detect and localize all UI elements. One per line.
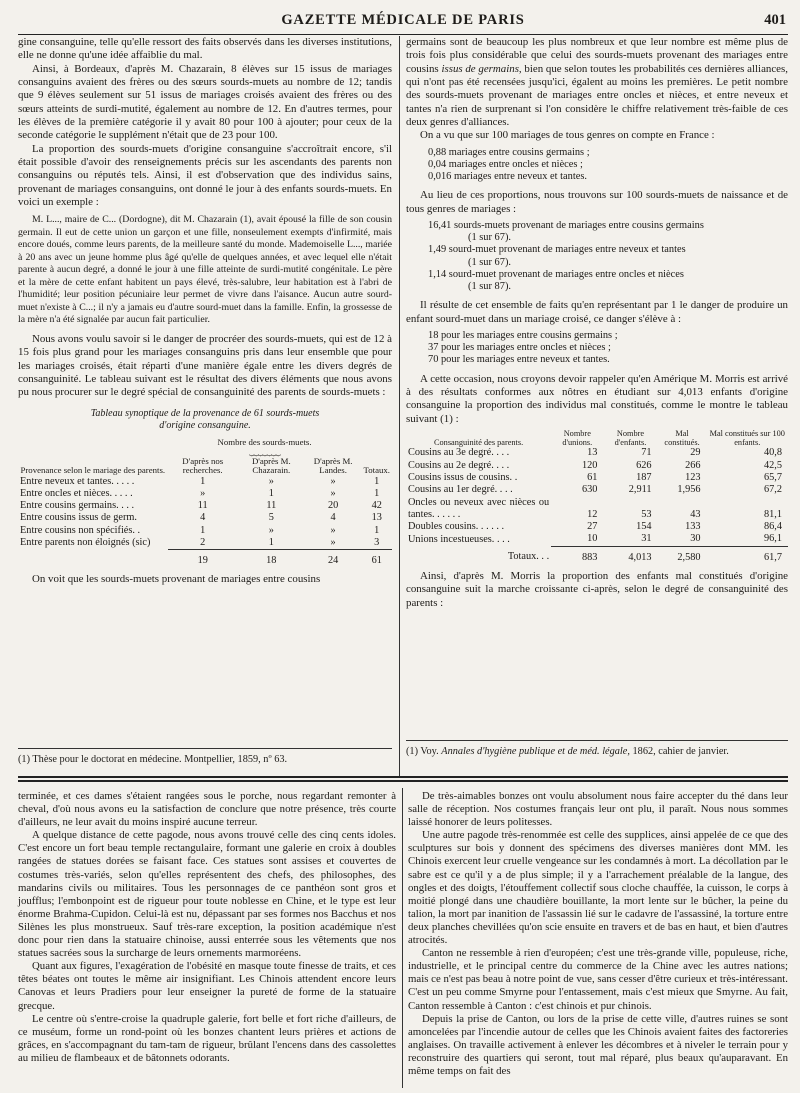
list-item: (1 sur 67).	[468, 256, 511, 268]
paragraph: Ainsi, d'après M. Morris la proportion des enfants mal constitués d'origine consanguine suit la marche croissante ci-après, selon le degré de consanguinité des parents :	[406, 570, 788, 609]
danger-list	[428, 330, 788, 367]
case-quote: M. L..., maire de C... (Dordogne), dit M. Chazarain (1), avait épousé la fille de son cousin germain. Il eut de cette union un garçon et une fille, nonseulement exempts d'infirmité, mais encore doués, comme leurs parents, de la meilleure santé du monde. Mademoiselle L..., mariée à 20 ans avec un jeune homme plus âgé qu'elle de quelques années, et avec lequel elle n'était parente à aucun degré, a donné le jour à une fille atteinte de surdi-mutité congénitale. Le père et la mère de cette enfant habitent un pays élevé, très-salubre, leur habitation est à l'abri de l'humidité; leur position pécuniaire leur permet de vivre dans l'aisance. Aucun autre sourd-muet n'existe à C...; il n'y a jamais eu d'autre sourd-muet dans la famille. Enfin, la grossesse de la mère n'a été signalée par aucun fait particulier.	[18, 214, 392, 326]
morris-table	[406, 429, 788, 564]
journal-title: GAZETTE MÉDICALE DE PARIS	[281, 12, 525, 28]
table-row: Entre cousins issus de germ. 4 5 4 13	[20, 512, 382, 524]
feuilleton-rule	[18, 780, 788, 782]
column-divider	[402, 788, 403, 1088]
paragraph: On a vu que sur 100 mariages de tous genres on compte en France :	[420, 129, 715, 142]
list-item: 18 pour les mariages entre cousins germains ;	[428, 329, 618, 341]
paragraph: Une autre pagode très-renommée est celle des supplices, ainsi appelée de ce que des sculptures sur bois y donnent des spécimens des diverses manières dont MM. les Chinois exercent leur cruelle vengeance sur les condamnés à mort. La décollation par le sabre est ce qu'il y a de plus simple; il y a l'arrachement préalable de la langue, des ongles et des doigts, l'étouffement collectif sous cloche chauffée, la cuisson, le corps à moitié plongé dans une chaudière bouillante, la mort lente sur le bûcher, la peine du talion, la mort par inanition de l'assassin lié sur le cadavre de l'assassiné, la torture entre deux planches chevillées qu'on scie ensuite en travers et de bas en haut, et bien d'autres atrocités.	[408, 829, 788, 947]
list-item: 37 pour les mariages entre oncles et nièces ;	[428, 342, 611, 354]
table-header: D'après M. Chazarain.	[251, 455, 291, 476]
list-item: 1,14 sourd-muet provenant de mariages entre oncles et nièces	[428, 268, 684, 280]
paragraph: La proportion des sourds-muets d'origine consanguine s'accroîtrait encore, s'il était possible d'avoir des renseignements précis sur les ascendants des parents non consanguins ou réputés tels. Ainsi, il est d'observation que des individus sains, provenant de mariages consanguins, ont donné le jour à des enfants sourds-muets. En voici un exemple :	[18, 142, 392, 209]
table-row: Cousins au 1er degré. . . . 630 2,911 1,956 67,2	[408, 484, 782, 496]
table-row: Entre neveux et tantes. . . . . 1 » » 1	[20, 475, 380, 487]
table-totals-row: 19 18 24 61	[18, 549, 392, 567]
paragraph: Au lieu de ces proportions, nous trouvons sur 100 sourds-muets de naissance et de tous genres de mariages :	[406, 189, 788, 215]
table-totals-row: Totaux. . . 883 4,013 2,580 61,7	[406, 546, 788, 564]
paragraph: terminée, et ces dames s'étaient rangées sous le porche, nous regardant remonter à cheval, d'où nous avons eu la satisfaction de conclure que notre présence, très courte d'ailleurs, ne leur avait du moins inspiré aucune terreur.	[18, 790, 396, 829]
paragraph: Depuis la prise de Canton, ou lors de la prise de cette ville, d'autres ruines se sont amoncelées par l'incendie autour de celles que les Chinois avaient faites des factoreries anglaises. On travaille activement à enlever les décombres et à niveler le terrain pour y reconstruire des quartiers qui seront, tout mal réparé, plus beaux qu'auparavant. En même temps on fait des	[408, 1012, 788, 1077]
page-header	[18, 10, 788, 35]
table-row: Doubles cousins. . . . . . 27 154 133 86,4	[408, 521, 782, 533]
table-row: Entre cousins non spécifiés. . 1 » » 1	[20, 524, 380, 536]
table-row: Unions incestueuses. . . . 10 31 30 96,1	[408, 533, 782, 545]
paragraph: A cette occasion, nous croyons devoir rappeler qu'en Amérique M. Morris est arrivé à des résultats conformes aux nôtres en étudiant sur 4,013 enfants d'origine consanguine la proportion des individus mal constitués, comme le montre le tableau suivant (1) :	[406, 372, 788, 425]
paragraph: Quant aux figures, l'exagération de l'obésité en masque toute finesse de traits, et ces têtes béates ont toutes le même air insignifiant. Les Chinois attendent encore leurs Canovas et leurs Pradiers pour leur enseigner la pureté de forme de la statuaire grecque.	[18, 960, 396, 1012]
list-item: 0,016 mariages entre neveux et tantes.	[428, 171, 587, 183]
newspaper-page	[18, 10, 788, 1088]
table-row: Entre oncles et nièces. . . . . » 1 » 1	[20, 487, 380, 499]
list-item: 1,49 sourd-muet provenant de mariages entre neveux et tantes	[428, 244, 686, 256]
provenance-table	[18, 438, 392, 567]
list-item: 70 pour les mariages entre neveux et tantes.	[428, 354, 610, 366]
table-header: Nombre d'enfants.	[614, 428, 647, 448]
paragraph: On voit que les sourds-muets provenant de mariages entre cousins	[32, 573, 321, 586]
table-row: Entre parents non éloignés (sic) 2 1 » 3	[20, 536, 380, 548]
feuilleton-rule	[18, 776, 788, 778]
list-item: 0,88 mariages entre cousins germains ;	[428, 146, 590, 158]
paragraph: Canton ne ressemble à rien d'européen; c'est une très-grande ville, populeuse, riche, industrielle, et le principal centre du commerce de la Chine avec les autres nations; mais ce n'est pas beau à notre point de vue, sans cesser d'être curieux et très-intéressant. C'est un peu comme Smyrne pour l'entassement, mais c'est mieux que Smyrne. Au fait, Canton ressemble à Canton : c'est chinois et pur chinois.	[408, 947, 788, 1012]
paragraph: Le centre où s'entre-croise la quadruple galerie, fort belle et fort riche d'ailleurs, de ce muséum, forme un rond-point où les bonzes chantent leurs prières et actions de grâces, en s'accompagnant du tam-tam de rigueur, brûlant l'encens dans des cassolettes au milieu de flambeaux et de bâtonnets odorants.	[18, 1012, 396, 1064]
list-item: (1 sur 67).	[468, 232, 511, 244]
table-header: Totaux.	[363, 465, 390, 476]
left-column	[18, 36, 392, 586]
column-divider	[399, 36, 400, 776]
table-row: Cousins au 2e degré. . . . 120 626 266 42,5	[408, 459, 782, 471]
paragraph: germains sont de beaucoup les plus nombreux et que leur nombre est même plus de trois fois plus considérable que celui des sourds-muets provenant des mariages entre cousins issus de germains, bien que selon toutes les probabilités ces dernières alliances, qui n'ont pas été recensées jusqu'ici, égalent au moins les premières. Le petit nombre des sourds-muets provenant de mariages entre oncles et nièces, et entre neveux et tantes n'a rien de surprenant si l'on considère le chiffre relativement très-faible de ces deux genres d'alliances.	[406, 36, 788, 129]
list-item: (1 sur 87).	[468, 281, 511, 293]
table-header: D'après nos recherches.	[182, 455, 224, 476]
footnote-rule	[18, 748, 392, 749]
list-item: 16,41 sourds-muets provenant de mariages entre cousins germains	[428, 220, 704, 232]
table-caption: Tableau synoptique de la provenance de 61 sourds-muets d'origine consanguine.	[90, 407, 320, 431]
table-header: Nombre d'unions.	[562, 428, 593, 448]
paragraph: Nous avons voulu savoir si le danger de procréer des sourds-muets, qui est de 12 à 15 fois plus grand pour les mariages consanguins pris dans leur ensemble que pour les mariages croisés, était réparti d'une manière égale entre les divers degrés de consanguinité. Le tableau suivant est le résultat des divers éléments que nous avons pu nous procurer sur le degré spécial de consanguinité des parents de sourds-muets :	[18, 332, 392, 399]
paragraph: Il résulte de cet ensemble de faits qu'en représentant par 1 le danger de produire un enfant sourd-muet dans un mariage croisé, ce danger s'élève à :	[406, 299, 788, 325]
feuilleton-left-column	[18, 790, 396, 1065]
table-header: Mal constitués sur 100 enfants.	[709, 428, 785, 448]
proportion-list	[428, 147, 788, 184]
table-row: Oncles ou neveux avec nièces ou tantes. . . . . . 12 53 43 81,1	[408, 496, 782, 520]
footnote-rule	[406, 740, 788, 741]
table-row: Cousins au 3e degré. . . . 13 71 29 40,8	[408, 447, 782, 459]
table-row: Entre cousins germains. . . . 11 11 20 42	[20, 500, 382, 512]
list-item: 0,04 mariages entre oncles et nièces ;	[428, 158, 583, 170]
table-header: Mal constitués.	[664, 428, 700, 448]
right-column	[406, 36, 788, 610]
table-header: Provenance selon le mariage des parents.	[20, 465, 166, 476]
footnote-right: (1) Voy. Annales d'hygiène publique et de méd. légale, 1862, cahier de janvier.	[406, 746, 729, 757]
page-number: 401	[764, 12, 786, 28]
table-header: D'après M. Landes.	[313, 455, 353, 476]
feuilleton-right-column	[408, 790, 788, 1078]
table-group-header: Nombre des sourds-muets. ⏟⏟⏟⏟⏟⏟⏟	[217, 436, 312, 457]
paragraph: De très-aimables bonzes ont voulu absolument nous faire accepter du thé dans leur salle de réception. Nos costumes français leur ont plu, il paraît. Nous nous sommes laissé honorer de leurs politesses.	[408, 790, 788, 829]
table-row: Cousins issus de cousins. . 61 187 123 65,7	[408, 471, 782, 483]
deaf-mute-list	[428, 220, 788, 293]
footnote-left: (1) Thèse pour le doctorat en médecine. Montpellier, 1859, nº 63.	[18, 754, 288, 765]
paragraph: A quelque distance de cette pagode, nous avons trouvé celle des cinq cents idoles. C'est encore un fort beau temple rectangulaire, formant une galerie en croix à doubles rangées de statues dorées se faisant face. Ces statues sont assises et couvertes de costumes très-variés, selon qu'elles représentent des chefs, des philosophes, des mandarins civils ou militaires. Tous les personnages de ce panthéon sont gros et joufflus; l'embonpoint est de rigueur pour toute noblesse en Chine, et le type est leur énorme Brahma-Cupidon. Celui-là est nu, dépassant par ses formes nos Bacchus et nos Silènes les plus monstrueux. Sauf très-rare exception, la position académique n'est donc pour rien dans la statuaire chinoise, aussi enterrée sous les vêtements que nos statues sacrées sous la surcharge de leurs ornements marmoréens.	[18, 829, 396, 960]
table-header: Consanguinité des parents.	[433, 438, 524, 448]
paragraph: gine consanguine, telle qu'elle ressort des faits observés dans les diverses institutions, elle ne donne qu'une idée affaiblie du mal.	[18, 36, 392, 62]
paragraph: Ainsi, à Bordeaux, d'après M. Chazarain, 8 élèves sur 15 issus de mariages consanguins avaient des frères ou des sœurs sourds-muets au nombre de 12; tandis que 9 élèves seulement sur 51 issus de mariages croisés avaient des frères ou des sœurs atteints de surdi-mutité, également au nombre de 12. En d'autres termes, pour les élèves de la première catégorie il y avait 80 pour 100 à ajouter; pour ceux de la seconde catégorie le supplément n'était que de 23 pour 100.	[18, 62, 392, 142]
